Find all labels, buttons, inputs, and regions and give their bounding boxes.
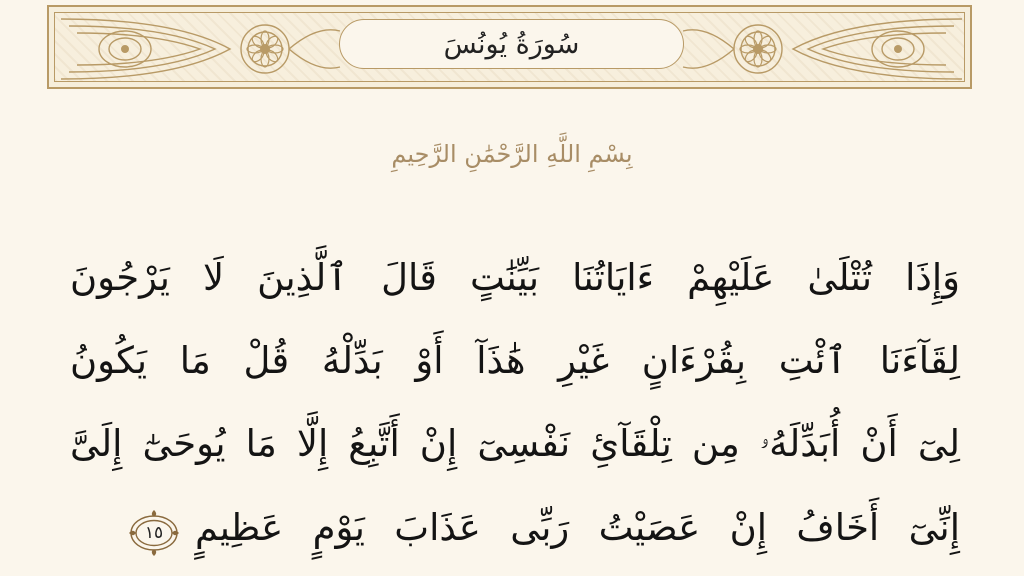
ayah-number: ١٥: [144, 523, 164, 543]
verse-line-4: إِنِّىٓ أَخَافُ إِنْ عَصَيْتُ رَبِّى عَذَابَ يَوْمٍ عَظِيمٍ: [195, 506, 960, 549]
verse-line-3: لِىٓ أَنْ أُبَدِّلَهُۥ مِن تِلْقَآئِ نَفْسِىٓ إِنْ أَتَّبِعُ إِلَّا مَا يُوحَىٰٓ إِلَىَّ: [70, 422, 960, 465]
verse-line-1: وَإِذَا تُتْلَىٰ عَلَيْهِمْ ءَايَاتُنَا بَيِّنَٰتٍ قَالَ ٱلَّذِينَ لَا يَرْجُونَ: [70, 256, 960, 299]
surah-header-frame: [47, 5, 972, 89]
verse-line-2: لِقَآءَنَا ٱئْتِ بِقُرْءَانٍ غَيْرِ هَٰذَآ أَوْ بَدِّلْهُ قُلْ مَا يَكُونُ: [70, 339, 960, 382]
surah-title-panel: [339, 19, 684, 69]
ayah-end-marker: [128, 509, 180, 557]
basmala: بِسْمِ اللَّهِ الرَّحْمَٰنِ الرَّحِيمِ: [391, 140, 633, 168]
surah-title: سُورَةُ يُونُسَ: [443, 28, 580, 60]
